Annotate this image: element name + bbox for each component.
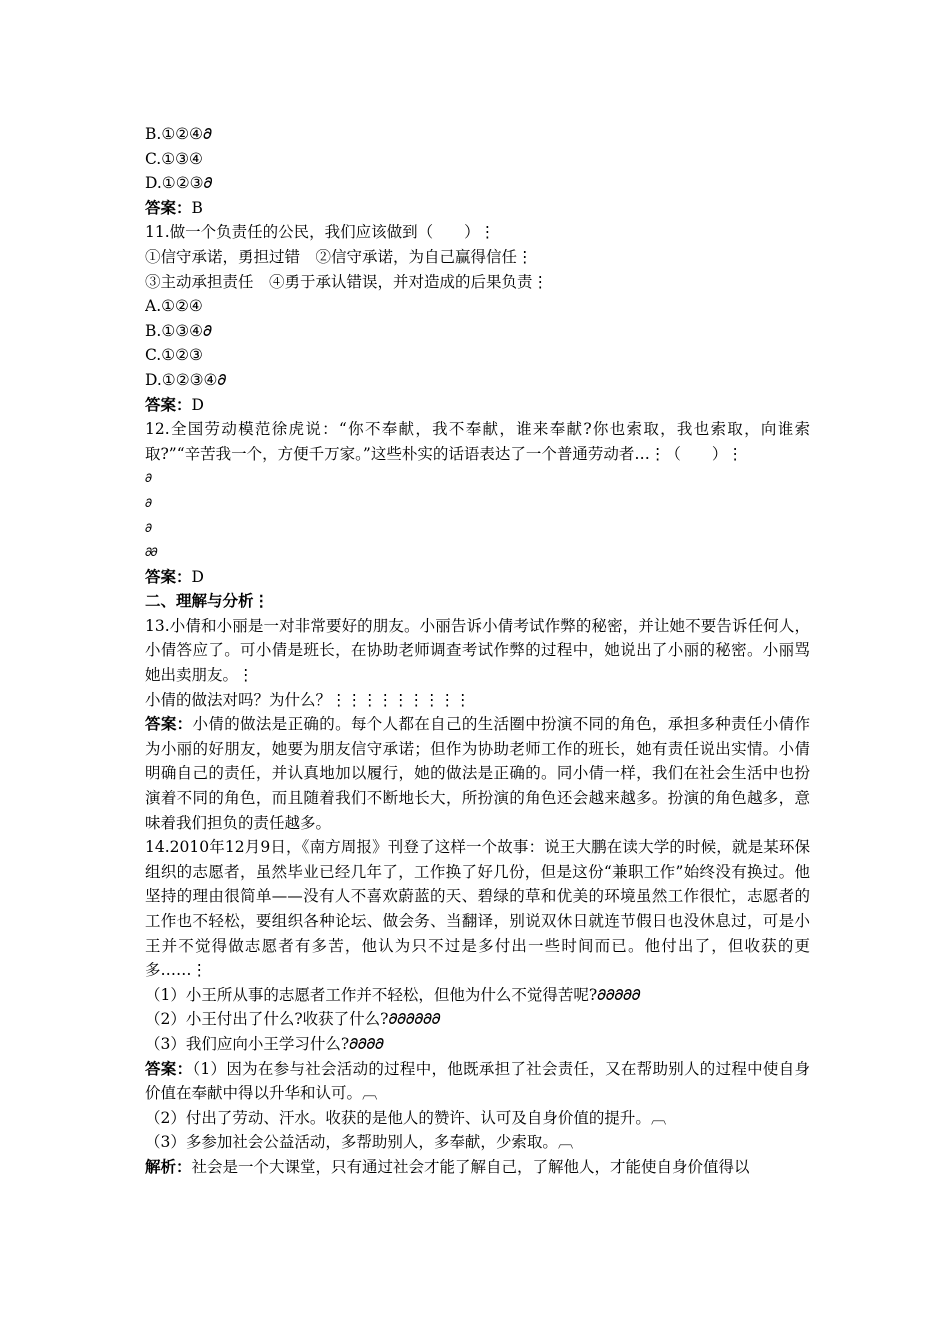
answer-value: D: [191, 567, 204, 586]
answer-label: 答案：: [145, 197, 192, 217]
answer-value: D: [191, 395, 204, 414]
section-heading: 二、理解与分析⋮: [145, 591, 270, 611]
answer-value: B: [191, 198, 203, 217]
answer-value: （1）因为在参与社会活动的过程中，他既承担了社会责任，又在帮助别人的过程中使自身价值在奉献中得以升华和认可。︹: [145, 1059, 810, 1103]
answer-q11: [145, 393, 810, 418]
document-page: [145, 122, 810, 1180]
option-b-q11: B.①③④𝜕: [145, 321, 212, 340]
question-14-sub-2: （2）小王付出了什么?收获了什么?𝜕𝜕𝜕𝜕𝜕𝜕: [145, 1010, 441, 1029]
answer-label: 答案：: [145, 714, 193, 734]
option-b-q10: B.①②④𝜕: [145, 125, 212, 143]
question-11-statements-2: ③主动承担责任 ④勇于承认错误，并对造成的后果负责⋮: [145, 272, 549, 291]
option-3-q12: 𝜕: [145, 520, 151, 535]
question-13-prompt: 小倩的做法对吗？为什么？⋮⋮⋮⋮⋮⋮⋮⋮⋮: [145, 690, 471, 709]
analysis-q14: [145, 1155, 810, 1180]
analysis-value: 社会是一个大课堂，只有通过社会才能了解自己，了解他人，才能使自身价值得以: [191, 1157, 750, 1176]
answer-q14-2: （2）付出了劳动、汗水。收获的是他人的赞许、认可及自身价值的提升。︹: [145, 1108, 667, 1127]
answer-label: 答案：: [145, 566, 192, 586]
question-13-stem: 13.小倩和小丽是一对非常要好的朋友。小丽告诉小倩考试作弊的秘密，并让她不要告诉任何人，小倩答应了。可小倩是班长，在协助老师调查考试作弊的过程中，她说出了小丽的秘密。小丽骂她出卖朋友。⋮: [145, 616, 810, 685]
question-14-stem: 14.2010年12月9日，《南方周报》刊登了这样一个故事：说王大鹏在读大学的时候，就是某环保组织的志愿者，虽然毕业已经几年了，工作换了好几份，但是这份“兼职工作”始终没有换过。他坚持的理由很简单——没有人不喜欢蔚蓝的天、碧绿的草和优美的环境虽然工作很忙，志愿者的工作也不轻松，要组织各种论坛、做会务、当翻译，别说双休日就连节假日也没休息过，可是小王并不觉得做志愿者有多苦，他认为只不过是多付出一些时间而已。他付出了，但收获的更多……⋮: [145, 838, 810, 980]
answer-q14-3: （3）多参加社会公益活动，多帮助别人，多奉献，少索取。︹: [145, 1133, 574, 1152]
option-4-q12: 𝜕𝜕: [145, 545, 157, 560]
question-14-sub-1: （1）小王所从事的志愿者工作并不轻松，但他为什么不觉得苦呢?𝜕𝜕𝜕𝜕𝜕: [145, 985, 641, 1004]
question-11-statements-1: ①信守承诺，勇担过错 ②信守承诺，为自己赢得信任⋮: [145, 247, 533, 266]
answer-q12: [145, 565, 810, 590]
option-d-q11: D.①②③④𝜕: [145, 370, 227, 389]
answer-q10: [145, 196, 810, 221]
option-1-q12: 𝜕: [145, 471, 151, 486]
answer-label: 答案：: [145, 1058, 193, 1078]
option-d-q10: D.①②③𝜕: [145, 174, 213, 193]
question-11-stem: 11.做一个负责任的公民，我们应该做到（ ）⋮: [145, 223, 496, 242]
answer-q13: [145, 712, 810, 835]
question-12-stem: 12.全国劳动模范徐虎说：“你不奉献，我不奉献，谁来奉献?你也索取，我也索取，向谁索取?”“辛苦我一个，方便千万家。”这些朴实的话语表达了一个普通劳动者…⋮（ ）⋮: [145, 420, 810, 463]
answer-label: 答案：: [145, 394, 192, 414]
answer-q14-1: [145, 1057, 810, 1106]
option-a-q11: A.①②④: [145, 297, 203, 316]
answer-value: 小倩的做法是正确的。每个人都在自己的生活圈中扮演不同的角色，承担多种责任小倩作为小丽的好朋友，她要为朋友信守承诺；但作为协助老师工作的班长，她有责任说出实情。小倩明确自己的责任，并认真地加以履行，她的做法是正确的。同小倩一样，我们在社会生活中也扮演着不同的角色，而且随着我们不断地长大，所扮演的角色还会越来越多。扮演的角色越多，意味着我们担负的责任越多。: [145, 715, 810, 832]
analysis-label: 解析：: [145, 1156, 192, 1176]
option-2-q12: 𝜕: [145, 495, 151, 510]
option-c-q10: C.①③④: [145, 149, 203, 168]
option-c-q11: C.①②③: [145, 346, 203, 365]
question-14-sub-3: （3）我们应向小王学习什么?𝜕𝜕𝜕𝜕: [145, 1034, 384, 1053]
